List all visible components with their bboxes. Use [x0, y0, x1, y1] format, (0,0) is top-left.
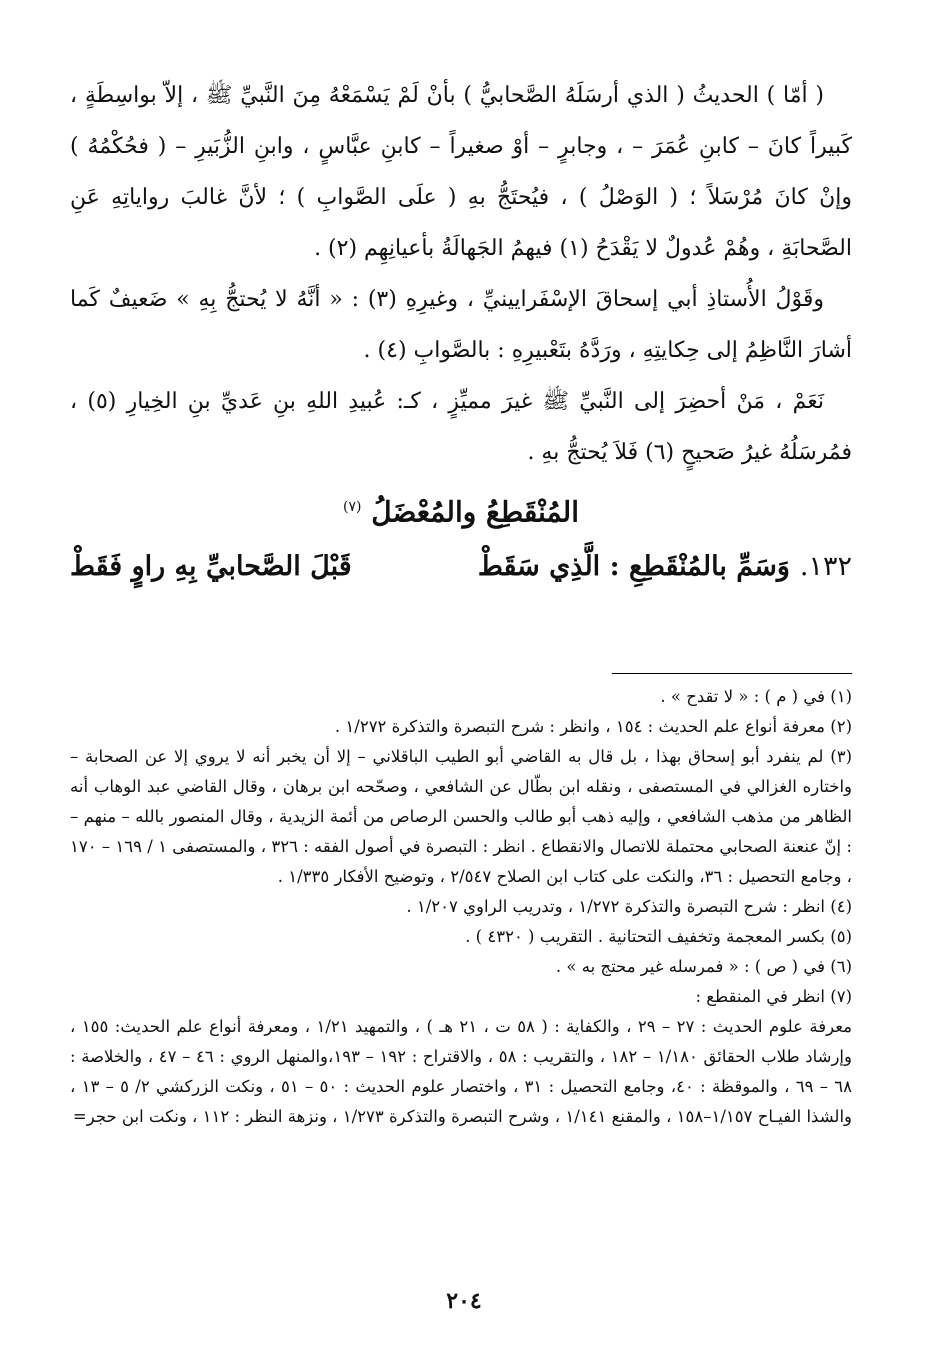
verse-line	[70, 539, 852, 595]
section-heading-footnote-ref: (٧)	[343, 499, 362, 515]
footnotes	[70, 682, 852, 1132]
footnote-1: (١) في ( م ) : « لا تقدح » .	[660, 687, 852, 707]
verse-second-hemistich: قَبْلَ الصَّحابيِّ بِهِ راوٍ فَقَطْ	[69, 551, 352, 583]
verse-number: ١٣٢.	[799, 551, 852, 583]
footnote-separator	[612, 673, 852, 674]
main-text	[70, 70, 852, 595]
section-heading-text: المُنْقَطِعُ والمُعْضَلُ	[371, 495, 579, 529]
section-heading	[70, 484, 852, 535]
page-number: ٢٠٤	[446, 1288, 482, 1314]
footnote-4: (٤) انظر : شرح التبصرة والتذكرة ١/٢٧٢ ، وتدريب الراوي ١/٢٠٧ .	[406, 897, 852, 917]
paragraph-3: نَعَمْ ، مَنْ أحضِرَ إلى النَّبيِّ ﷺ غيرَ مميِّزٍ ، كـ: عُبيدِ اللهِ بنِ عَديِّ بنِ الخِيارِ (٥) ، فمُرسَلُهُ غيرُ صَحيحٍ (٦) فَلاَ يُحتجُّ بهِ .	[70, 389, 852, 465]
footnote-2: (٢) معرفة أنواع علم الحديث : ١٥٤ ، وانظر : شرح التبصرة والتذكرة ١/٢٧٢ .	[334, 717, 852, 737]
footnote-7-references: معرفة علوم الحديث : ٢٧ – ٢٩ ، والكفاية : ( ٥٨ ت ، ٢١ هـ ) ، والتمهيد ١/٢١ ، ومعرفة أنواع علم الحديث: ١٥٥ ، وإرشاد طلاب الحقائق ١/١٨٠ – ١٨٢ ، والتقريب : ٥٨ ، والاقتراح : ١٩٢ – ١٩٣،والمنهل الروي : ٤٦ – ٤٧ ، والخلاصة : ٦٨ – ٦٩ ، والموقظة : ٤٠، وجامع التحصيل : ٣١ ، واختصار علوم الحديث : ٥٠ – ٥١ ، ونكت الزركشي ٢/ ٥ – ١٣ ، والشذا الفيـاح ١/١٥٧–١٥٨ ، والمقنع ١/١٤١ ، وشرح التبصرة والتذكرة ١/٢٧٣ ، ونزهة النظر : ١١٢ ، ونكت ابن حجر=	[70, 1017, 853, 1127]
footnote-6: (٦) في ( ص ) : « فمرسله غير محتج به » .	[555, 957, 852, 977]
verse-first-hemistich: وَسَمِّ بالمُنْقَطِعِ : الَّذِي سَقَطْ	[477, 551, 790, 583]
footnote-5: (٥) بكسر المعجمة وتخفيف التحتانية . التقريب ( ٤٣٢٠ ) .	[465, 927, 852, 947]
footnote-3: (٣) لم ينفرد أبو إسحاق بهذا ، بل قال به القاضي أبو الطيب الباقلاني – إلا أن يخبر أنه لا يروي إلا عن الصحابة – واختاره الغزالي في المستصفى ، ونقله ابن بطّال عن الشافعي ، وصحّحه ابن برهان ، وقال القاضي عبد الوهاب أنه الظاهر من مذهب الشافعي ، وإليه ذهب أبو طالب والحسن الرصاص من أئمة الزيدية ، وقال المنصور بالله – منهم – : إنّ عنعنة الصحابي محتملة للاتصال والانقطاع . انظر : التبصرة في أصول الفقه : ٣٢٦ ، والمستصفى ١ / ١٦٩ – ١٧٠ ، وجامع التحصيل : ٣٦، والنكت على كتاب ابن الصلاح ٢/٥٤٧ ، وتوضيح الأفكار ١/٣٣٥ .	[70, 747, 852, 887]
paragraph-1: ( أمّا ) الحديثُ ( الذي أرسَلَهُ الصَّحابيُّ ) بأنْ لَمْ يَسْمَعْهُ مِنَ النَّبيِّ ﷺ ، إلاّ بواسِطَةٍ ، كَبيراً كانَ – كابنِ عُمَرَ – ، وجابرٍ – أوْ صغيراً – كابنِ عبَّاسٍ ، وابنِ الزُّبَيرِ – ( فحُكْمُهُ ) وإنْ كانَ مُرْسَلاً ؛ ( الوَصْلُ ) ، فيُحتَجُّ بهِ ( علَى الصَّوابِ ) ؛ لأنَّ غالبَ رواياتِهِ عَنِ الصَّحابَةِ ، وهُمْ عُدولٌ لا يَقْدَحُ (١) فيهمُ الجَهالَةُ بأعيانِهِم (٢) .	[70, 83, 852, 261]
paragraph-2: وقَوْلُ الأُستاذِ أبي إسحاقَ الإسْفَرايينيِّ ، وغيرِهِ (٣) : « أنَّهُ لا يُحتجُّ بِهِ » ضَعيفٌ كَما أشارَ النَّاظِمُ إلى حِكايتِهِ ، ورَدَّهُ بتَعْبيرِهِ : بالصَّوابِ (٤) .	[70, 287, 852, 363]
footnote-7: (٧) انظر في المنقطع :	[695, 987, 852, 1007]
